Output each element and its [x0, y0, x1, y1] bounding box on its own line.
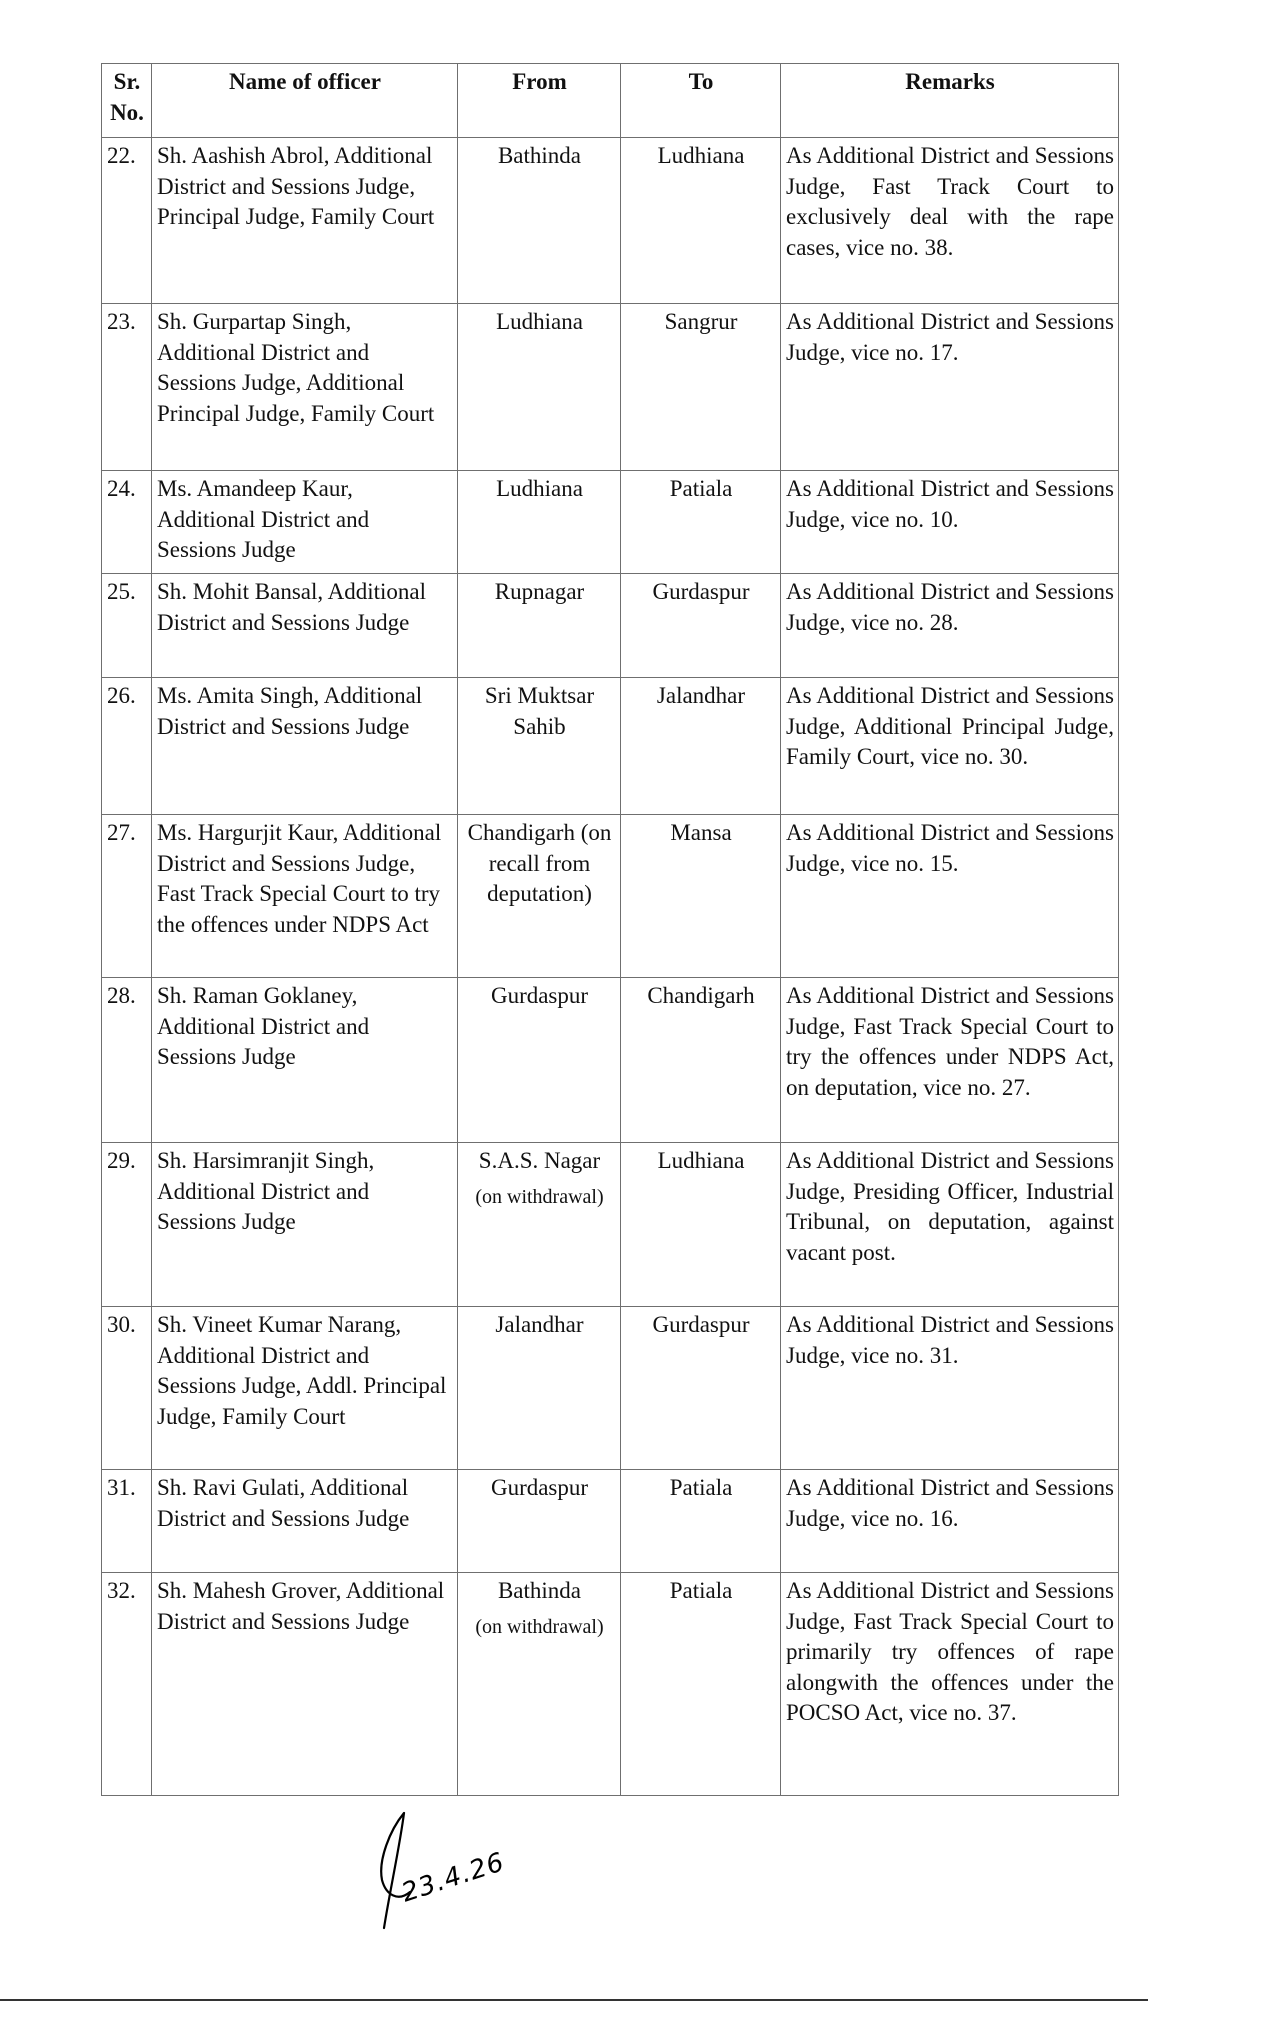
- cell-to: Ludhiana: [621, 1143, 781, 1307]
- cell-from: [458, 678, 621, 815]
- cell-from: [458, 138, 621, 304]
- cell-to: Jalandhar: [621, 678, 781, 815]
- cell-remarks: As Additional District and Sessions Judge, vice no. 16.: [781, 1470, 1119, 1573]
- cell-to: Chandigarh: [621, 978, 781, 1143]
- from-location: S.A.S. Nagar: [478, 1148, 601, 1173]
- cell-to: Patiala: [621, 1573, 781, 1796]
- cell-sr-no: 27.: [102, 815, 152, 978]
- cell-officer-name: Ms. Amandeep Kaur, Additional District and Sessions Judge: [152, 471, 458, 574]
- table-row: [102, 1307, 1119, 1470]
- transfer-table: [101, 63, 1119, 1796]
- cell-from: [458, 1143, 621, 1307]
- from-location: Bathinda: [497, 143, 582, 168]
- cell-from: [458, 1470, 621, 1573]
- cell-sr-no: 32.: [102, 1573, 152, 1796]
- cell-officer-name: Sh. Mohit Bansal, Additional District and Sessions Judge: [152, 574, 458, 678]
- header-sr-no: Sr. No.: [102, 64, 152, 138]
- cell-remarks: As Additional District and Sessions Judge, Fast Track Court to exclusively deal with the rape cases, vice no. 38.: [781, 138, 1119, 304]
- from-location: Ludhiana: [496, 476, 583, 501]
- table-row: [102, 574, 1119, 678]
- cell-sr-no: 22.: [102, 138, 152, 304]
- cell-sr-no: 28.: [102, 978, 152, 1143]
- cell-remarks: As Additional District and Sessions Judge, Presiding Officer, Industrial Tribunal, on deputation, against vacant post.: [781, 1143, 1119, 1307]
- from-location: Gurdaspur: [490, 1475, 589, 1500]
- signature-stroke: [381, 1813, 410, 1928]
- cell-remarks: As Additional District and Sessions Judge, vice no. 28.: [781, 574, 1119, 678]
- cell-remarks: As Additional District and Sessions Judge, vice no. 17.: [781, 304, 1119, 471]
- cell-remarks: As Additional District and Sessions Judge, Fast Track Special Court to primarily try offences of rape alongwith the offences under the POCSO Act, vice no. 37.: [781, 1573, 1119, 1796]
- table-body: [102, 138, 1119, 1796]
- header-from: From: [458, 64, 621, 138]
- footer-divider: [0, 1999, 1148, 2001]
- cell-from: [458, 1573, 621, 1796]
- cell-to: Gurdaspur: [621, 574, 781, 678]
- cell-to: Mansa: [621, 815, 781, 978]
- cell-remarks: As Additional District and Sessions Judge, vice no. 31.: [781, 1307, 1119, 1470]
- table-row: [102, 1573, 1119, 1796]
- cell-officer-name: Sh. Harsimranjit Singh, Additional District and Sessions Judge: [152, 1143, 458, 1307]
- from-location: Bathinda: [497, 1578, 582, 1603]
- cell-to: Patiala: [621, 1470, 781, 1573]
- table-row: [102, 304, 1119, 471]
- from-location: Rupnagar: [494, 579, 585, 604]
- from-location: Chandigarh (on recall from deputation): [467, 820, 612, 906]
- cell-remarks: As Additional District and Sessions Judge, Additional Principal Judge, Family Court, vice no. 30.: [781, 678, 1119, 815]
- table-row: [102, 678, 1119, 815]
- cell-officer-name: Sh. Ravi Gulati, Additional District and Sessions Judge: [152, 1470, 458, 1573]
- cell-sr-no: 25.: [102, 574, 152, 678]
- cell-sr-no: 30.: [102, 1307, 152, 1470]
- table-row: [102, 815, 1119, 978]
- header-to: To: [621, 64, 781, 138]
- from-location: Jalandhar: [495, 1312, 584, 1337]
- cell-sr-no: 23.: [102, 304, 152, 471]
- cell-to: Ludhiana: [621, 138, 781, 304]
- cell-officer-name: Sh. Gurpartap Singh, Additional District and Sessions Judge, Additional Principal Judge, Family Court: [152, 304, 458, 471]
- signature-date: 23.4.26: [398, 1847, 509, 1909]
- cell-remarks: As Additional District and Sessions Judge, vice no. 10.: [781, 471, 1119, 574]
- header-name-of-officer: Name of officer: [152, 64, 458, 138]
- table-row: [102, 138, 1119, 304]
- from-location: Sri Muktsar Sahib: [484, 683, 595, 739]
- cell-officer-name: Sh. Raman Goklaney, Additional District and Sessions Judge: [152, 978, 458, 1143]
- from-note: (on withdrawal): [475, 1185, 604, 1208]
- cell-from: [458, 471, 621, 574]
- from-note: (on withdrawal): [475, 1615, 604, 1638]
- from-location: Gurdaspur: [490, 983, 589, 1008]
- cell-sr-no: 24.: [102, 471, 152, 574]
- cell-officer-name: Sh. Aashish Abrol, Additional District and Sessions Judge, Principal Judge, Family Court: [152, 138, 458, 304]
- table-header-row: [102, 64, 1119, 138]
- cell-officer-name: Ms. Hargurjit Kaur, Additional District and Sessions Judge, Fast Track Special Court to try the offences under NDPS Act: [152, 815, 458, 978]
- cell-officer-name: Sh. Mahesh Grover, Additional District and Sessions Judge: [152, 1573, 458, 1796]
- cell-officer-name: Ms. Amita Singh, Additional District and Sessions Judge: [152, 678, 458, 815]
- table-row: [102, 978, 1119, 1143]
- cell-remarks: As Additional District and Sessions Judge, vice no. 15.: [781, 815, 1119, 978]
- cell-from: [458, 574, 621, 678]
- cell-to: Gurdaspur: [621, 1307, 781, 1470]
- cell-from: [458, 1307, 621, 1470]
- table-row: [102, 1470, 1119, 1573]
- cell-remarks: As Additional District and Sessions Judge, Fast Track Special Court to try the offences under NDPS Act, on deputation, vice no. 27.: [781, 978, 1119, 1143]
- cell-to: Patiala: [621, 471, 781, 574]
- cell-from: [458, 304, 621, 471]
- cell-sr-no: 26.: [102, 678, 152, 815]
- cell-sr-no: 29.: [102, 1143, 152, 1307]
- table-row: [102, 1143, 1119, 1307]
- cell-to: Sangrur: [621, 304, 781, 471]
- cell-sr-no: 31.: [102, 1470, 152, 1573]
- cell-from: [458, 978, 621, 1143]
- from-location: Ludhiana: [496, 309, 583, 334]
- table-row: [102, 471, 1119, 574]
- cell-officer-name: Sh. Vineet Kumar Narang, Additional District and Sessions Judge, Addl. Principal Judge, Family Court: [152, 1307, 458, 1470]
- header-remarks: Remarks: [781, 64, 1119, 138]
- cell-from: [458, 815, 621, 978]
